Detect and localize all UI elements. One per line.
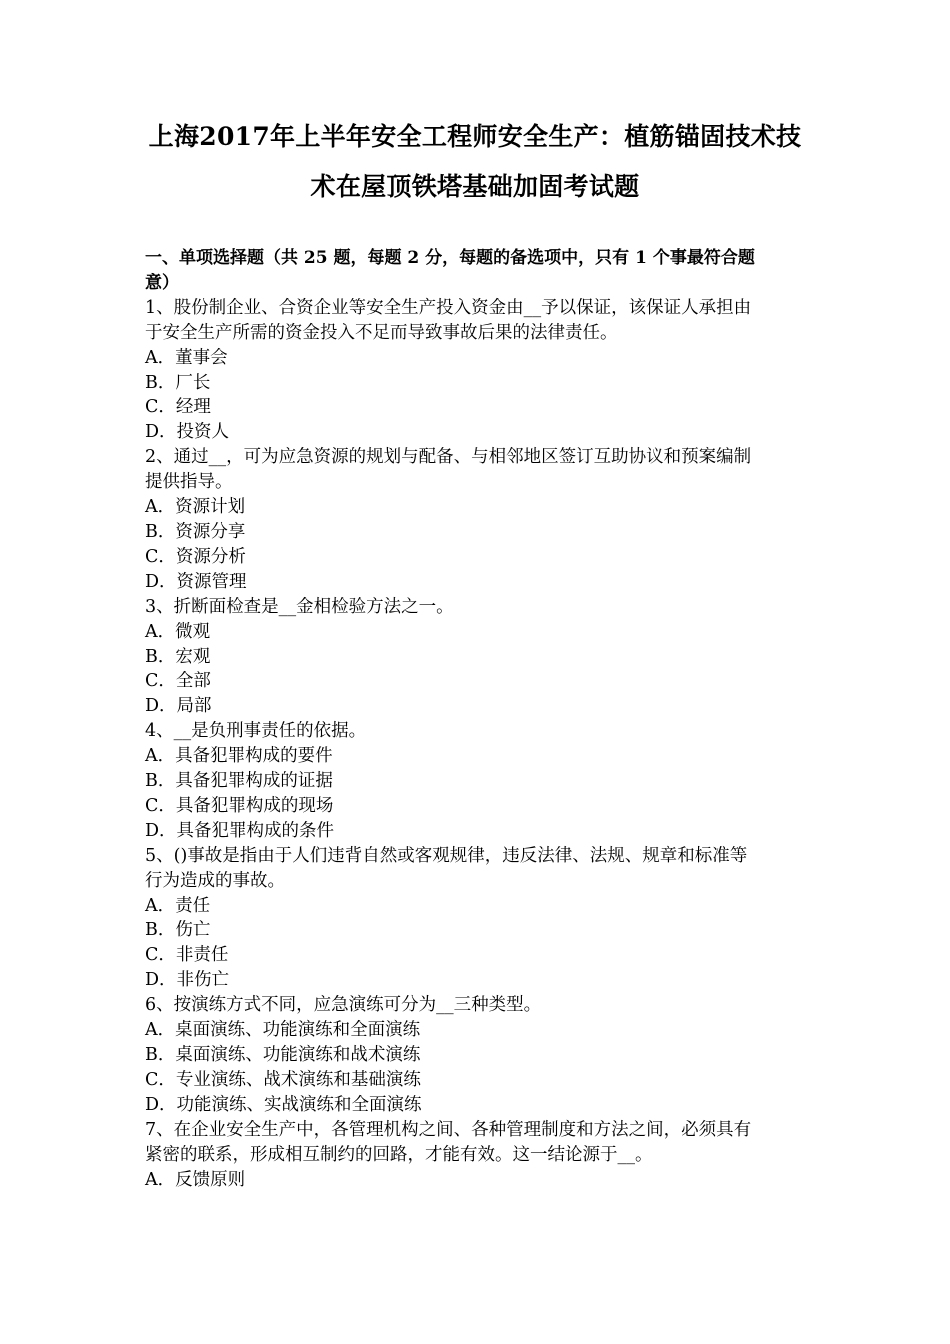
answer-option: B．厂长 <box>145 372 211 393</box>
answer-option: A．微观 <box>145 621 211 642</box>
title-line-2: 术在屋顶铁塔基础加固考试题 <box>310 172 640 201</box>
section-heading-line-1: 一、单项选择题（共 25 题，每题 2 分，每题的备选项中，只有 1 个事最符合题 <box>145 248 755 268</box>
question-item <box>145 445 815 594</box>
question-text-line: 6、按演练方式不同，应急演练可分为__三种类型。 <box>145 995 542 1016</box>
question-item <box>145 993 815 1118</box>
answer-option: C．资源分析 <box>145 546 246 567</box>
answer-option: D．功能演练、实战演练和全面演练 <box>145 1094 422 1115</box>
question-text-line: 3、折断面检查是__金相检验方法之一。 <box>145 596 454 617</box>
document-title <box>140 112 810 212</box>
answer-option: A．反馈原则 <box>145 1169 246 1190</box>
answer-option: C．专业演练、战术演练和基础演练 <box>145 1069 421 1090</box>
answer-option: A．董事会 <box>145 347 228 368</box>
answer-option: B．桌面演练、功能演练和战术演练 <box>145 1045 421 1065</box>
question-text-line: 5、()事故是指由于人们违背自然或客观规律，违反法律、法规、规章和标准等 <box>145 845 748 866</box>
question-item <box>145 296 815 445</box>
answer-option: B．伤亡 <box>145 920 211 941</box>
question-text-line: 紧密的联系，形成相互制约的回路，才能有效。这一结论源于__。 <box>145 1144 653 1165</box>
answer-option: A．责任 <box>145 895 211 916</box>
question-text-line: 于安全生产所需的资金投入不足而导致事故后果的法律责任。 <box>145 322 618 343</box>
answer-option: C．全部 <box>145 671 211 692</box>
answer-option: D．投资人 <box>145 422 230 443</box>
section-heading <box>145 246 815 296</box>
answer-option: A．资源计划 <box>145 497 246 518</box>
question-text-line: 7、在企业安全生产中，各管理机构之间、各种管理制度和方法之间，必须具有 <box>145 1119 752 1140</box>
answer-option: B．资源分享 <box>145 521 246 542</box>
document-body <box>145 246 815 1192</box>
answer-option: A．具备犯罪构成的要件 <box>145 746 333 767</box>
question-item <box>145 595 815 720</box>
answer-option: A．桌面演练、功能演练和全面演练 <box>145 1020 421 1041</box>
section-heading-line-2: 意） <box>145 272 179 293</box>
question-text-line: 1、股份制企业、合资企业等安全生产投入资金由__予以保证，该保证人承担由 <box>145 297 752 318</box>
answer-option: C．具备犯罪构成的现场 <box>145 795 334 816</box>
answer-option: D．非伤亡 <box>145 970 230 991</box>
answer-option: B．宏观 <box>145 646 211 667</box>
answer-option: D．具备犯罪构成的条件 <box>145 820 335 841</box>
question-text-line: 提供指导。 <box>145 472 233 493</box>
question-item <box>145 1118 815 1193</box>
title-line-1: 上海2017年上半年安全工程师安全生产：植筋锚固技术技 <box>148 122 802 151</box>
question-item <box>145 719 815 844</box>
answer-option: C．经理 <box>145 397 211 418</box>
question-item <box>145 844 815 993</box>
answer-option: B．具备犯罪构成的证据 <box>145 771 333 792</box>
question-text-line: 行为造成的事故。 <box>145 870 285 891</box>
question-list <box>145 296 815 1193</box>
question-text-line: 4、__是负刑事责任的依据。 <box>145 721 367 742</box>
question-text-line: 2、通过__，可为应急资源的规划与配备、与相邻地区签订互助协议和预案编制 <box>145 447 752 468</box>
answer-option: D．资源管理 <box>145 571 247 592</box>
answer-option: D．局部 <box>145 696 212 717</box>
answer-option: C．非责任 <box>145 945 229 966</box>
